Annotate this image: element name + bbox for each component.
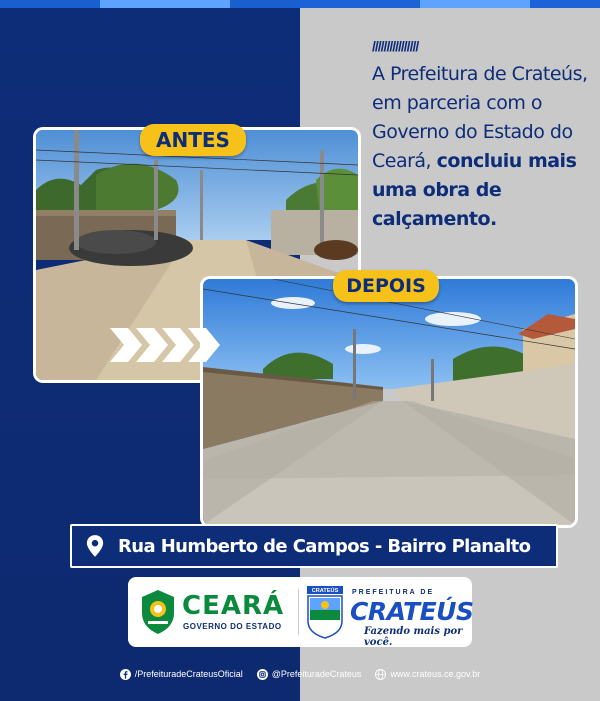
- ceara-emblem-icon: [140, 589, 176, 635]
- headline-emphasis: concluiu mais uma obra de calçamento.: [372, 150, 577, 230]
- headline-prefix: A Prefeitura de Crateús, em parceria com o Governo do Estado do Ceará,: [372, 63, 588, 172]
- footer-facebook-text: /PrefeituradeCrateusOficial: [134, 669, 243, 679]
- headline: [372, 60, 592, 234]
- map-pin-icon: [82, 533, 108, 559]
- prefeitura-name: CRATEÚS: [350, 597, 474, 626]
- prefeitura-slogan: Fazendo mais por você.: [364, 626, 463, 648]
- footer-facebook[interactable]: [120, 669, 243, 680]
- badge-after: DEPOIS: [333, 270, 439, 302]
- crateus-crest-icon: [306, 585, 344, 639]
- ceara-name: CEARÁ: [182, 591, 285, 621]
- crest-label: CRATEÚS: [311, 588, 339, 595]
- badge-before: ANTES: [140, 124, 246, 156]
- globe-icon: [375, 669, 386, 680]
- facebook-icon: [120, 669, 131, 680]
- arrows-icon: [110, 324, 220, 366]
- ceara-subtitle: GOVERNO DO ESTADO: [183, 622, 282, 631]
- logo-divider: [298, 589, 299, 635]
- footer-instagram[interactable]: [257, 669, 362, 680]
- footer-website-text: www.crateus.ce.gov.br: [390, 669, 481, 679]
- address-bar: [70, 524, 558, 568]
- top-stripe: [0, 0, 600, 12]
- photo-after-illustration: [203, 279, 575, 525]
- instagram-icon: [257, 669, 268, 680]
- photo-after: [200, 276, 578, 528]
- logos-panel: [128, 577, 472, 647]
- footer-instagram-text: @PrefeituradeCrateus: [271, 669, 362, 679]
- prefeitura-label: PREFEITURA DE: [352, 589, 435, 596]
- footer-website[interactable]: [375, 669, 480, 680]
- decorative-slashes: ////////////////: [372, 38, 419, 54]
- address-text: Rua Humberto de Campos - Bairro Planalto: [118, 535, 531, 557]
- footer: [0, 664, 600, 684]
